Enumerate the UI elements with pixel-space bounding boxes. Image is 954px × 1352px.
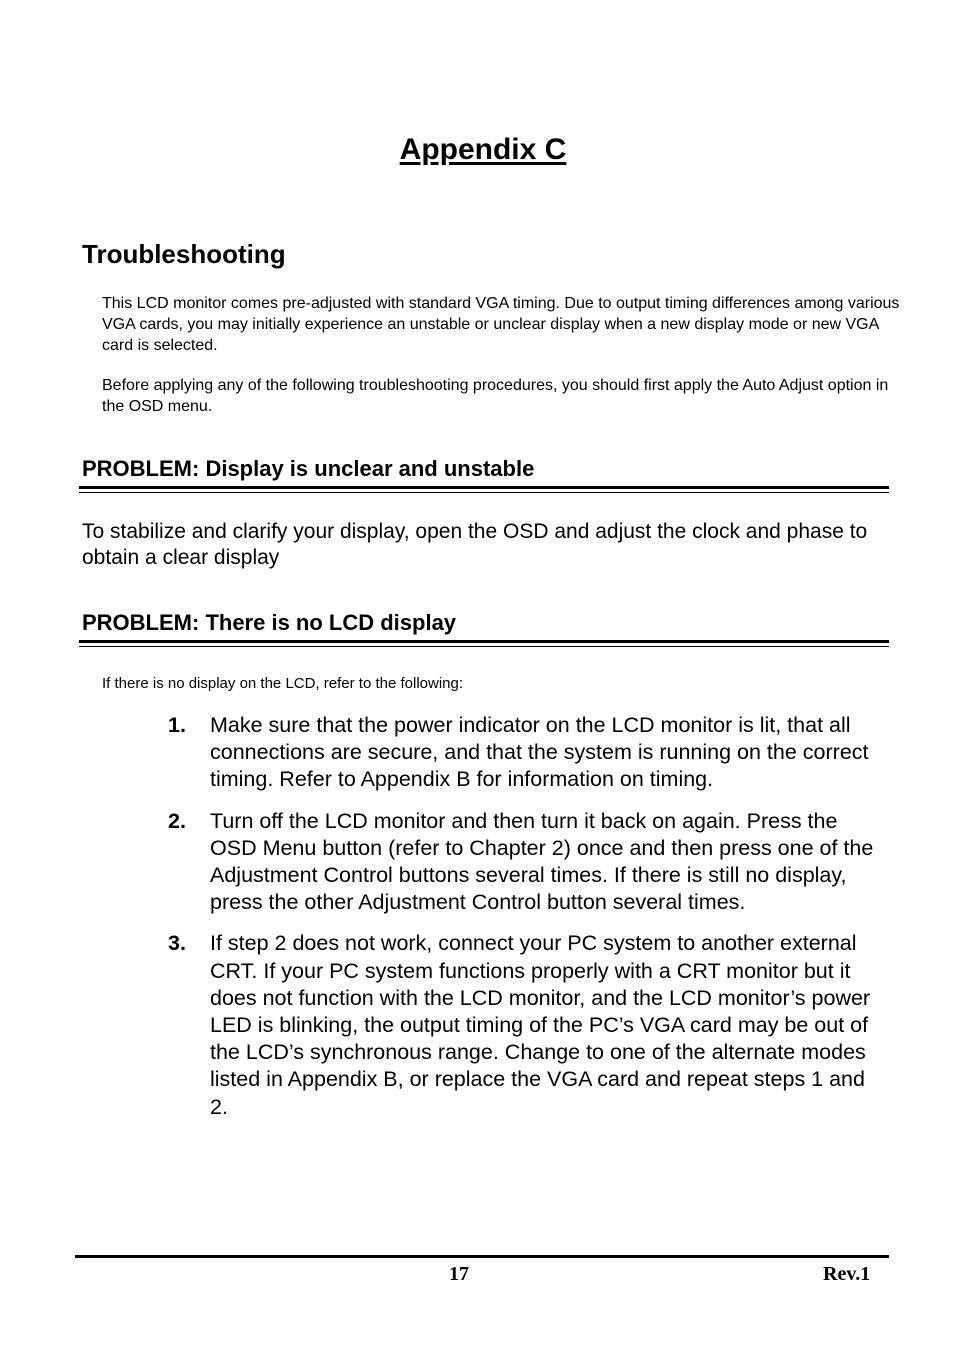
step-number: 3. <box>168 931 186 956</box>
list-item <box>168 712 888 794</box>
problem-2-heading: PROBLEM: There is no LCD display <box>82 610 457 635</box>
problem-2-divider <box>79 640 889 647</box>
revision-label: Rev.1 <box>823 1263 871 1285</box>
problem-1-text: To stabilize and clarify your display, open the OSD and adjust the clock and phase to obtain a clear display <box>82 520 868 569</box>
list-item <box>168 808 888 917</box>
step-text: Turn off the LCD monitor and then turn it back on again. Press the OSD Menu button (refer to Chapter 2) once and then press one of the Adjustment Control buttons several times. If there is still no display, press the other Adjustment Control button several times. <box>210 808 874 915</box>
step-text: Make sure that the power indicator on the LCD monitor is lit, that all connections are secure, and that the system is running on the correct timing. Refer to Appendix B for information on timing. <box>210 713 869 792</box>
footer-divider <box>75 1255 889 1258</box>
intro-paragraph-2: Before applying any of the following troubleshooting procedures, you should first apply the Auto Adjust option in the OSD menu. <box>102 377 889 415</box>
step-number: 2. <box>168 808 186 833</box>
problem-1-divider <box>79 486 889 493</box>
list-item <box>168 930 888 1120</box>
section-title: Troubleshooting <box>82 239 286 269</box>
page-number: 17 <box>449 1263 469 1285</box>
steps-list <box>168 712 888 1135</box>
step-number: 1. <box>168 713 186 737</box>
appendix-title: Appendix C <box>399 133 567 166</box>
problem-2-intro: If there is no display on the LCD, refer to the following: <box>102 675 464 692</box>
problem-1-heading: PROBLEM: Display is unclear and unstable <box>82 456 535 481</box>
intro-paragraph-1: This LCD monitor comes pre-adjusted with standard VGA timing. Due to output timing differences among various VGA cards, you may initially experience an unstable or unclear display when a new display mode or new VGA card is selected. <box>102 295 900 354</box>
step-text: If step 2 does not work, connect your PC system to another external CRT. If your PC system functions properly with a CRT monitor but it does not function with the LCD monitor, and the LCD monitor’s power LED is blinking, the output timing of the PC’s VGA card may be out of the LCD’s synchronous range. Change to one of the alternate modes listed in Appendix B, or replace the VGA card and repeat steps 1 and 2. <box>210 931 871 1119</box>
